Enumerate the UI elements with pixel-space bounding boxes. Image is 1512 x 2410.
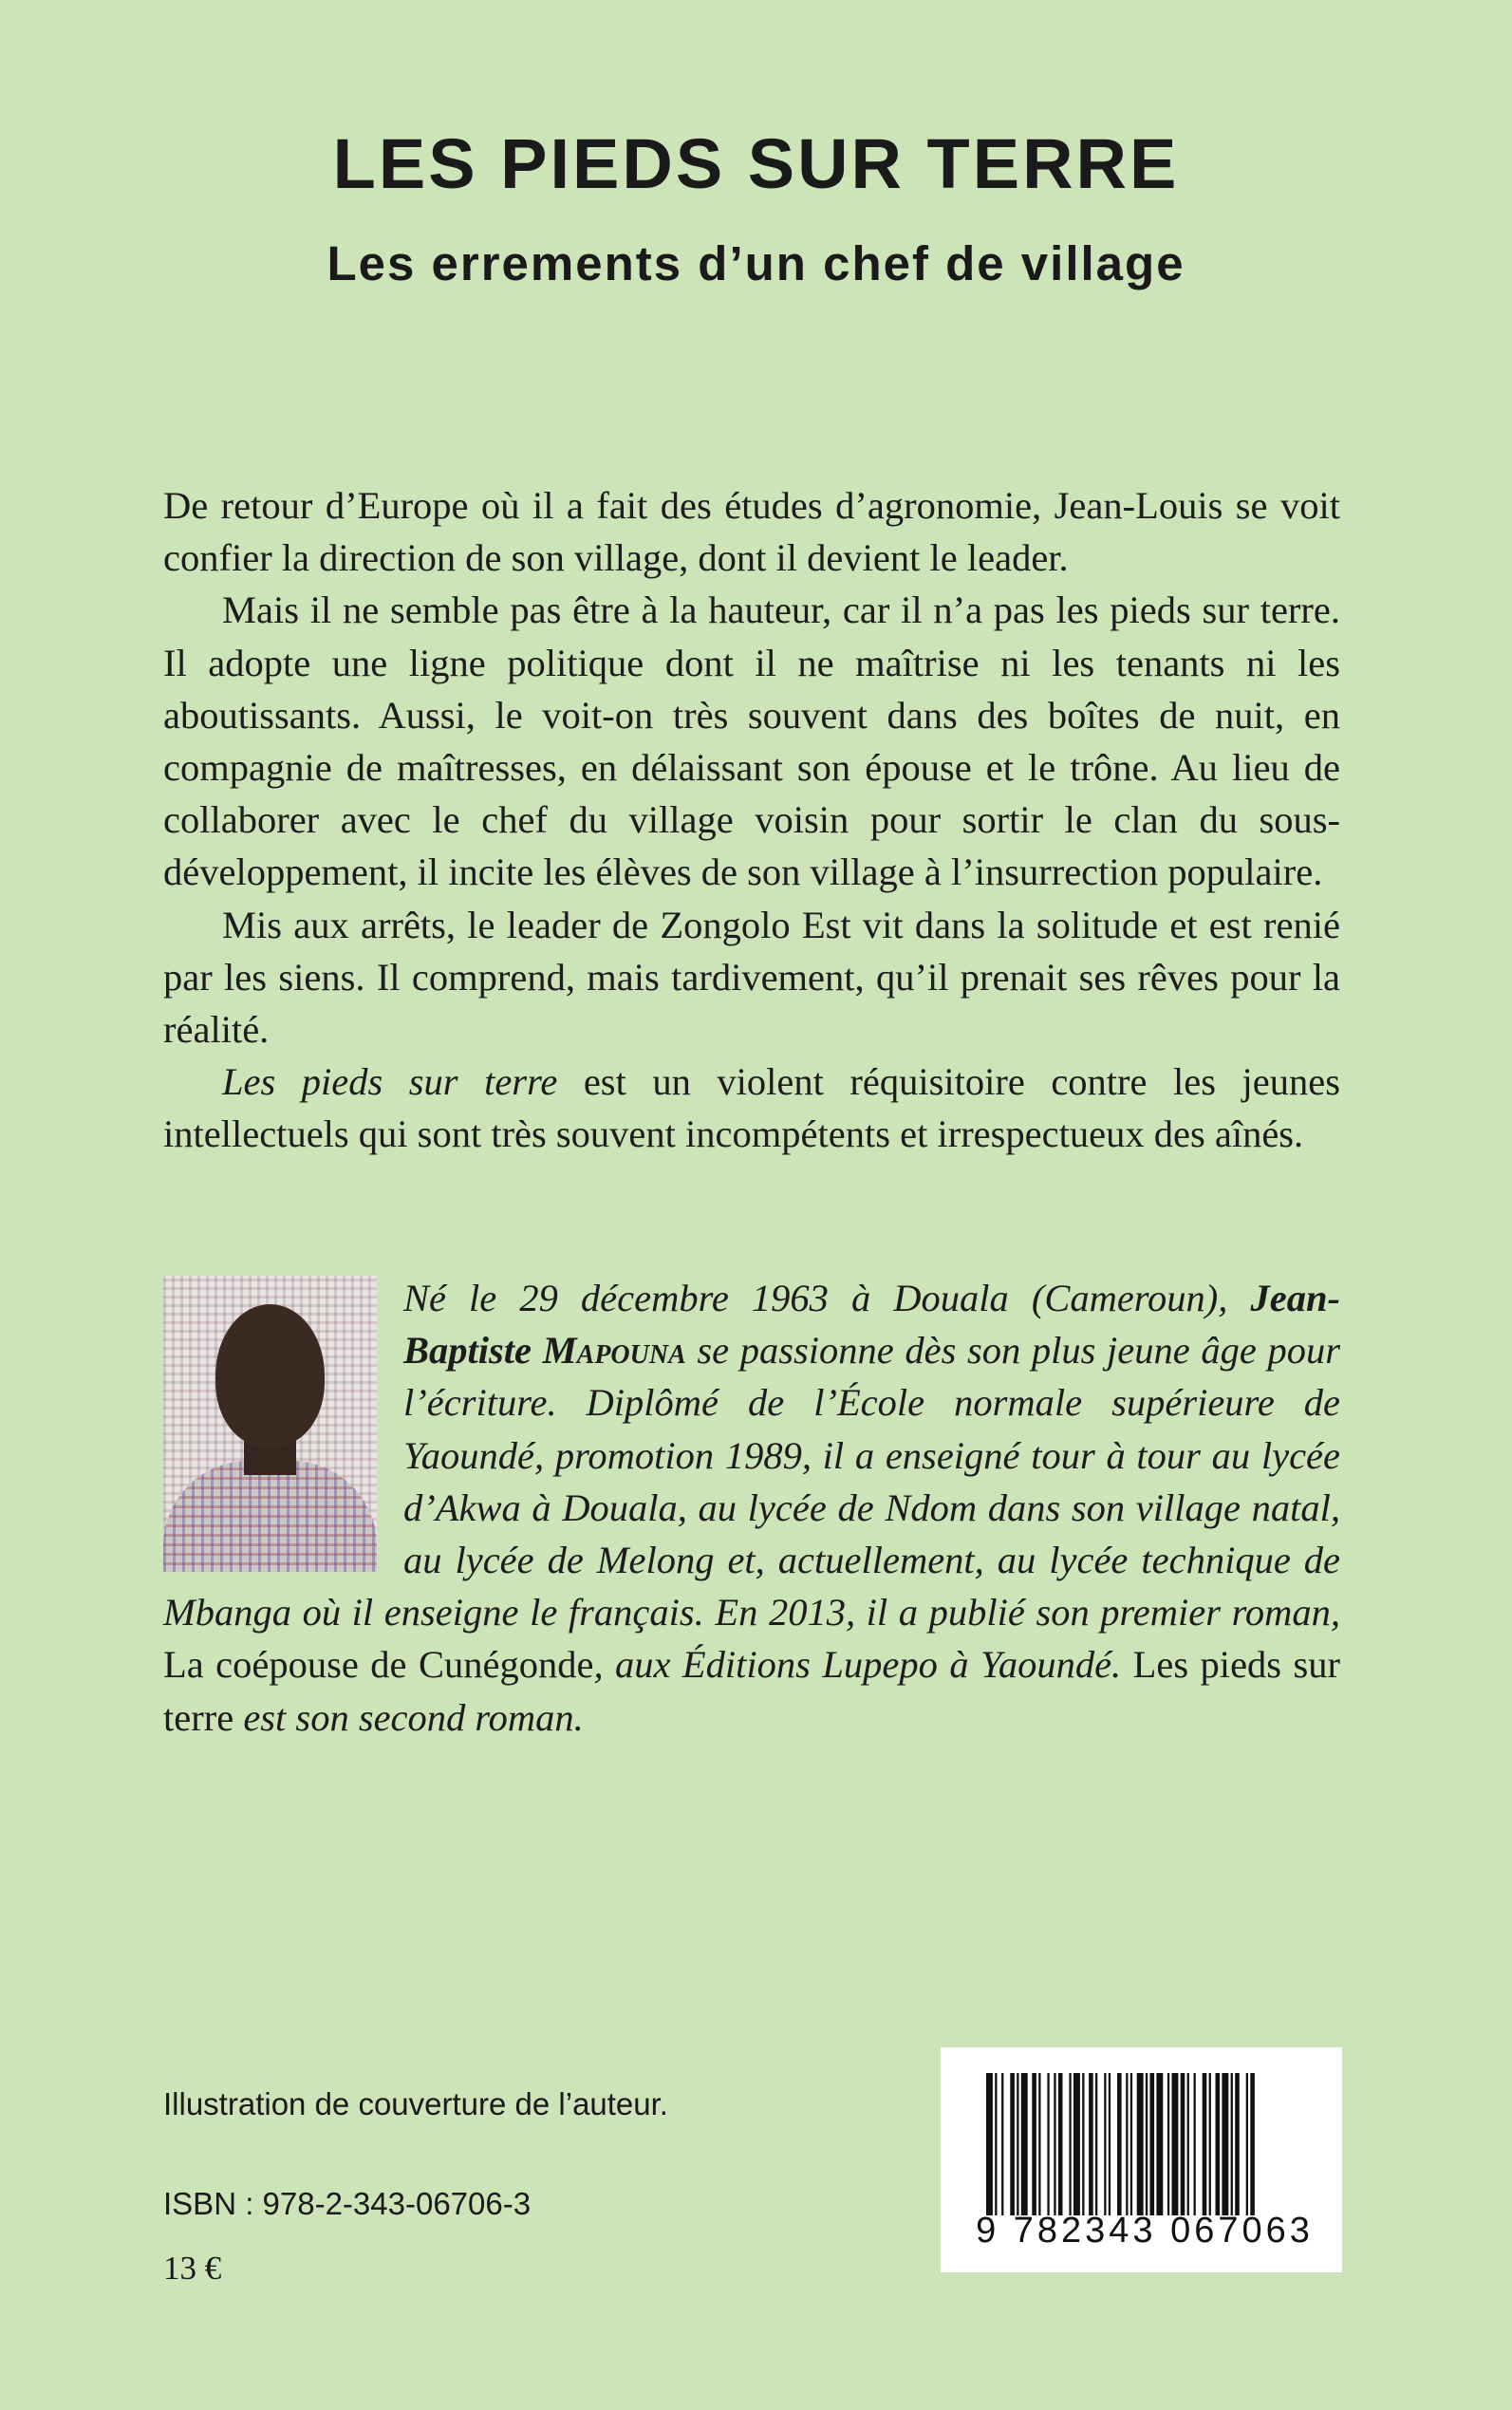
barcode-bar <box>1058 2073 1063 2215</box>
synopsis-paragraph-4-text: est un violent réquisitoire contre les jeunes intellectuels qui sont très souvent incompétents et irrespectueux des aînés. <box>163 1060 1341 1156</box>
barcode-bar <box>1187 2073 1189 2215</box>
author-last-name: Mapouna <box>542 1329 686 1373</box>
barcode-bar <box>1181 2073 1185 2215</box>
book-subtitle: Les errements d’un chef de village <box>327 236 1185 290</box>
barcode-bar <box>1047 2073 1049 2215</box>
barcode-bar <box>1126 2073 1128 2215</box>
barcode-bar <box>1167 2073 1169 2215</box>
book-title: LES PIEDS SUR TERRE <box>332 124 1180 203</box>
barcode-bar <box>1246 2073 1248 2215</box>
barcode-bar <box>1104 2073 1106 2215</box>
barcode-bar <box>1069 2073 1071 2215</box>
cover-credit: Illustration de couverture de l’auteur. <box>163 2086 668 2121</box>
bio-end: est son second roman. <box>233 1695 584 1739</box>
barcode-digits: 9 782343 067063 <box>976 2211 1314 2251</box>
barcode-bar <box>1082 2073 1084 2215</box>
barcode-bar <box>1032 2073 1036 2215</box>
barcode-bar <box>995 2073 997 2215</box>
barcode-bar <box>1194 2073 1196 2215</box>
barcode-bar <box>1073 2073 1080 2215</box>
barcode-bar <box>1203 2073 1207 2215</box>
barcode-bar <box>1095 2073 1097 2215</box>
isbn: ISBN : 978-2-343-06706-3 <box>163 2186 532 2221</box>
barcode-bar <box>1172 2073 1179 2215</box>
barcode-bars <box>986 2073 1299 2215</box>
author-photo <box>163 1276 377 1572</box>
barcode-bar <box>1038 2073 1040 2215</box>
barcode-bar <box>986 2073 993 2215</box>
barcode-bar <box>1017 2073 1018 2215</box>
author-biography <box>163 1272 1340 1744</box>
barcode-bar <box>1021 2073 1028 2215</box>
barcode-bar <box>1235 2073 1240 2215</box>
author-first-name: Jean-Baptiste <box>403 1277 1340 1373</box>
barcode <box>941 2047 1342 2272</box>
barcode-bar <box>1231 2073 1233 2215</box>
barcode-bar <box>1001 2073 1003 2215</box>
synopsis-paragraph-3: Mis aux arrêts, le leader de Zongolo Est vit dans la solitude et est renié par les siens. Il comprend, mais tardivement, qu’il prenait ses rêves pour la réalité. <box>163 903 1340 1052</box>
bio-publisher: , aux Éditions Lupepo à Yaoundé. <box>593 1643 1133 1687</box>
price: 13 € <box>163 2250 222 2287</box>
bio-career: se passionne dès son plus jeune âge pour l’écriture. Diplômé de l’École normale supérieure de Yaoundé, promotion 1989, il a enseigné tour à tour au lycée d’Akwa à Douala, au lycée de Ndom dans son village natal, au lycée de Melong et, actuellement, au lycée technique de Mbanga où il enseigne le français. En 2013, il a publié son premier roman, <box>163 1329 1340 1635</box>
barcode-bar <box>1209 2073 1211 2215</box>
barcode-bar <box>1130 2073 1132 2215</box>
barcode-bar <box>1137 2073 1144 2215</box>
barcode-bar <box>1150 2073 1155 2215</box>
barcode-bar <box>1089 2073 1093 2215</box>
bio-birth: Né le 29 décembre 1963 à Douala (Cameroun), <box>403 1277 1251 1319</box>
synopsis <box>163 479 1340 1161</box>
second-novel-title: Les pieds sur terre <box>163 1643 1340 1739</box>
barcode-bar <box>1109 2073 1111 2215</box>
barcode-bar <box>1156 2073 1163 2215</box>
barcode-bar <box>1146 2073 1148 2215</box>
synopsis-book-title: Les pieds sur terre <box>222 1060 558 1104</box>
barcode-bar <box>1216 2073 1221 2215</box>
barcode-bar <box>1117 2073 1122 2215</box>
first-novel-title: La coépouse de Cunégonde <box>163 1643 594 1687</box>
barcode-bar <box>1222 2073 1228 2215</box>
synopsis-paragraph-4 <box>163 1056 1340 1160</box>
barcode-bar <box>1054 2073 1055 2215</box>
synopsis-paragraph-2: Mais il ne semble pas être à la hauteur, car il n’a pas les pieds sur terre. Il adopte une ligne politique dont il ne maîtrise ni les tenants ni les aboutissants. Aussi, le voit-on très souvent dans des boîtes de nuit, en compagnie de maîtresses, en délaissant son épouse et le trône. Au lieu de collaborer avec le chef du village voisin pour sortir le clan du sous-développement, il incite les élèves de son village à l’insurrection populaire. <box>163 588 1340 894</box>
barcode-bar <box>1010 2073 1015 2215</box>
barcode-bar <box>1250 2073 1255 2215</box>
synopsis-paragraph-1: De retour d’Europe où il a fait des études d’agronomie, Jean-Louis se voit confier la direction de son village, dont il devient le leader. <box>163 484 1340 580</box>
